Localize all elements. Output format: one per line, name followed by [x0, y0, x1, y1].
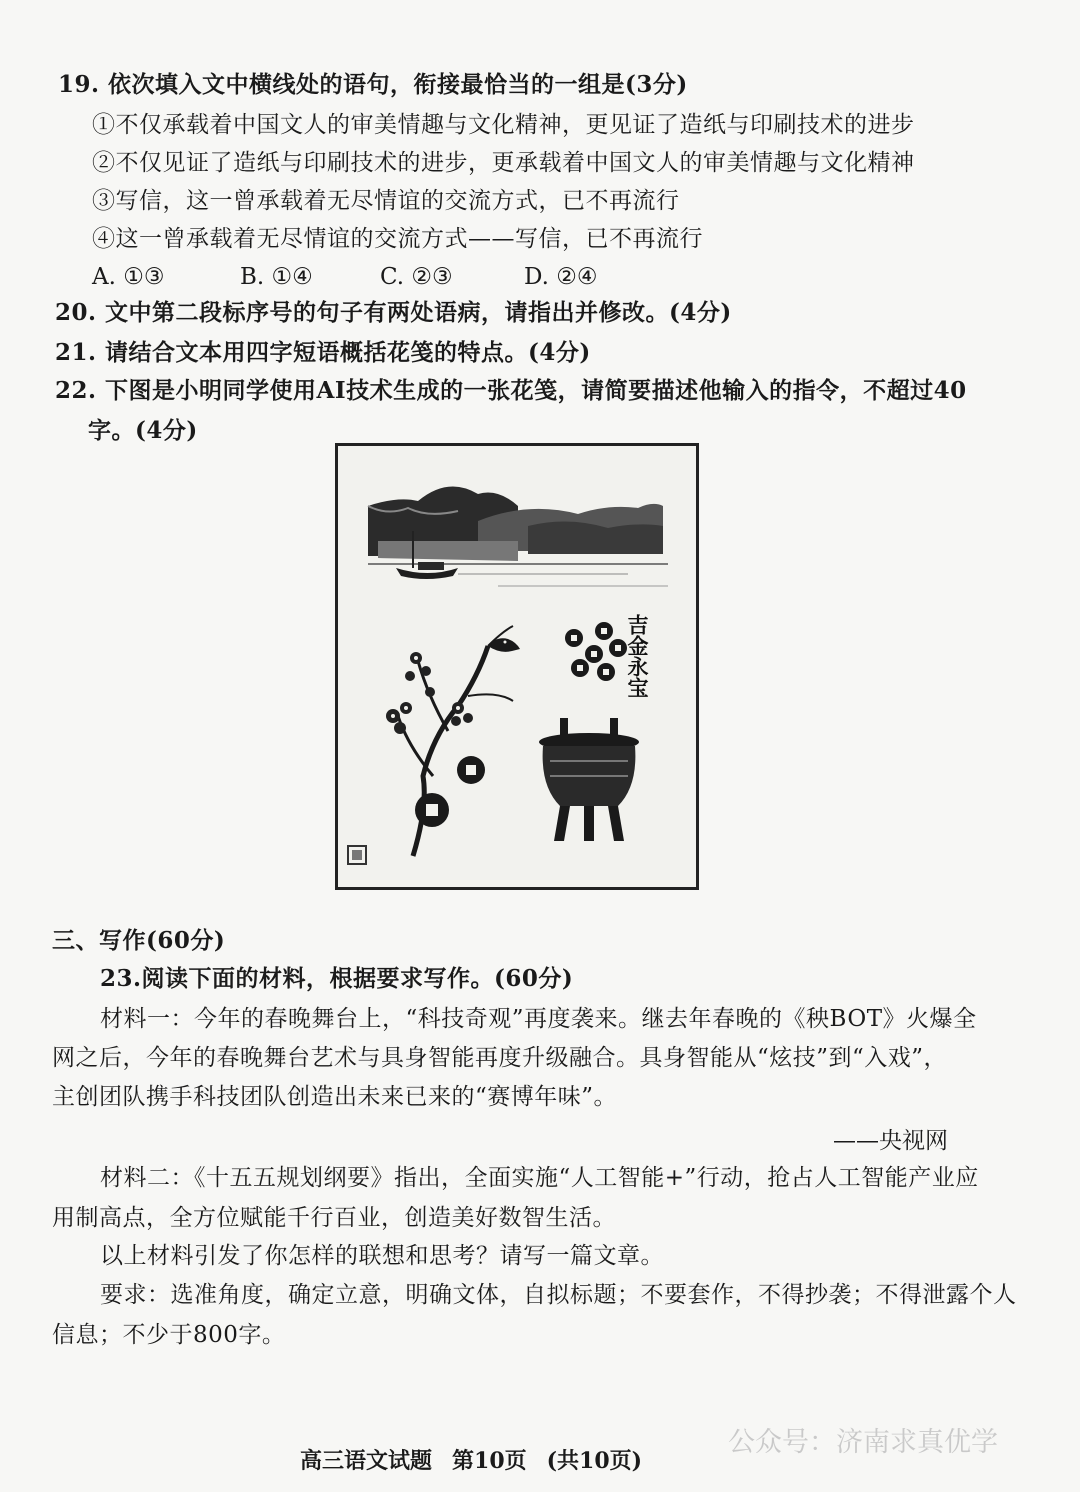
q19-stem: 19. 依次填入文中横线处的语句，衔接最恰当的一组是(3分) [58, 71, 688, 98]
q19-option-c: C. ②③ [380, 264, 453, 290]
material1-line2: 网之后，今年的春晚舞台艺术与具身智能再度升级融合。具身智能从“炫技”到“入戏”， [52, 1045, 948, 1071]
q20-text: 20. 文中第二段标序号的句子有两处语病，请指出并修改。(4分) [55, 299, 732, 326]
writing-section-title: 三、写作(60分) [52, 927, 226, 954]
q19-item-4: ④这一曾承载着无尽情谊的交流方式——写信，已不再流行 [92, 226, 703, 252]
material1-line3: 主创团队携手科技团队创造出未来已来的“赛博年味”。 [52, 1084, 618, 1110]
plum-blossom-branch [386, 626, 520, 856]
material2-line1: 材料二：《十五五规划纲要》指出，全面实施“人工智能+”行动，抢占人工智能产业应 [100, 1165, 979, 1191]
material1-line1: 材料一：今年的春晚舞台上，“科技奇观”再度袭来。继去年春晚的《秧BOT》火爆全 [100, 1006, 977, 1032]
writing-prompt: 以上材料引发了你怎样的联想和思考？请写一篇文章。 [100, 1243, 664, 1269]
figure-inscription: 吉金永宝 [625, 614, 650, 698]
q22-text-line1: 22. 下图是小明同学使用AI技术生成的一张花笺，请简要描述他输入的指令，不超过40 [55, 377, 967, 404]
q19-option-b: B. ①④ [240, 264, 313, 290]
q19-item-2: ②不仅见证了造纸与印刷技术的进步，更承载着中国文人的审美情趣与文化精神 [92, 150, 915, 176]
q21-text: 21. 请结合文本用四字短语概括花笺的特点。(4分) [55, 339, 591, 366]
requirements-line1: 要求：选准角度，确定立意，明确文体，自拟标题；不要套作，不得抄袭；不得泄露个人 [100, 1282, 1017, 1308]
material1-source: ——央视网 [833, 1128, 948, 1154]
watermark: 公众号：济南求真优学 [728, 1427, 998, 1458]
requirements-line2: 信息；不少于800字。 [52, 1322, 286, 1348]
q22-text-line2: 字。(4分) [88, 417, 198, 444]
footer-total: (共10页) [546, 1448, 643, 1474]
page-footer [300, 1446, 662, 1476]
footer-page: 第10页 [452, 1448, 527, 1474]
q19-option-d: D. ②④ [524, 264, 598, 290]
seal-stamp-inner [352, 850, 362, 860]
footer-title: 高三语文试题 [300, 1448, 433, 1474]
material2-line2: 用制高点，全方位赋能千行百业，创造美好数智生活。 [52, 1205, 616, 1231]
q23-text: 23.阅读下面的材料，根据要求写作。(60分) [100, 965, 574, 992]
q19-option-a: A. ①③ [92, 264, 165, 290]
bronze-ding-vessel [539, 718, 639, 841]
q19-item-3: ③写信，这一曾承载着无尽情谊的交流方式，已不再流行 [92, 188, 680, 214]
coins-group [565, 622, 627, 681]
q19-item-1: ①不仅承载着中国文人的审美情趣与文化精神，更见证了造纸与印刷技术的进步 [92, 112, 915, 138]
